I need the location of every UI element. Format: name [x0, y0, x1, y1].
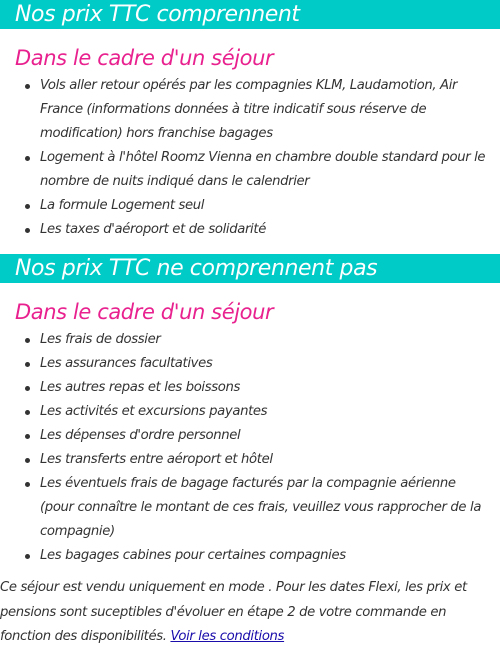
bullet-icon: [25, 156, 30, 161]
included-section: [0, 0, 500, 242]
included-list: [0, 74, 500, 242]
excluded-section: [0, 254, 500, 568]
list-item-text: Les éventuels frais de bagage facturés par la compagnie aérienne (pour connaître le montant de ces frais, veuillez vous rapprocher de la compagnie): [40, 476, 482, 539]
list-item-text: Les dépenses d'ordre personnel: [40, 428, 241, 443]
included-subheading: Dans le cadre d'un séjour: [15, 46, 274, 70]
list-item: [0, 74, 500, 146]
list-item-text: Les taxes d'aéroport et de solidarité: [40, 222, 266, 237]
bullet-icon: [25, 458, 30, 463]
list-item: [0, 400, 500, 424]
list-item: [0, 146, 500, 194]
bullet-icon: [25, 554, 30, 559]
bullet-icon: [25, 338, 30, 343]
conditions-note-text: Ce séjour est vendu uniquement en mode . Pour les dates Flexi, les prix et pensions sont suceptibles d'évoluer en étape 2 de votre commande en fonction des disponibilités.: [0, 580, 467, 644]
excluded-subheading: Dans le cadre d'un séjour: [15, 300, 274, 324]
included-heading: Nos prix TTC comprennent: [0, 0, 500, 29]
list-item-text: Les autres repas et les boissons: [40, 380, 241, 395]
list-item: [0, 376, 500, 400]
list-item: [0, 194, 500, 218]
bullet-icon: [25, 386, 30, 391]
list-item-text: Vols aller retour opérés par les compagnies KLM, Laudamotion, Air France (informations données à titre indicatif sous réserve de modification) hors franchise bagages: [40, 78, 458, 141]
conditions-link[interactable]: Voir les conditions: [170, 629, 285, 644]
bullet-icon: [25, 228, 30, 233]
list-item-text: Les frais de dossier: [40, 332, 161, 347]
list-item-text: La formule Logement seul: [40, 198, 205, 213]
list-item: [0, 218, 500, 242]
list-item-text: Les activités et excursions payantes: [40, 404, 268, 419]
bullet-icon: [25, 362, 30, 367]
excluded-heading: Nos prix TTC ne comprennent pas: [0, 254, 500, 283]
list-item: [0, 448, 500, 472]
bullet-icon: [25, 434, 30, 439]
list-item-text: Les transferts entre aéroport et hôtel: [40, 452, 273, 467]
list-item: [0, 472, 500, 544]
list-item: [0, 328, 500, 352]
list-item-text: Logement à l'hôtel Roomz Vienna en chambre double standard pour le nombre de nuits indiqué dans le calendrier: [40, 150, 486, 189]
bullet-icon: [25, 204, 30, 209]
list-item: [0, 544, 500, 568]
list-item: [0, 424, 500, 448]
excluded-list: [0, 328, 500, 568]
bullet-icon: [25, 84, 30, 89]
list-item-text: Les assurances facultatives: [40, 356, 213, 371]
list-item: [0, 352, 500, 376]
conditions-note: [0, 576, 500, 650]
bullet-icon: [25, 410, 30, 415]
bullet-icon: [25, 482, 30, 487]
list-item-text: Les bagages cabines pour certaines compagnies: [40, 548, 346, 563]
